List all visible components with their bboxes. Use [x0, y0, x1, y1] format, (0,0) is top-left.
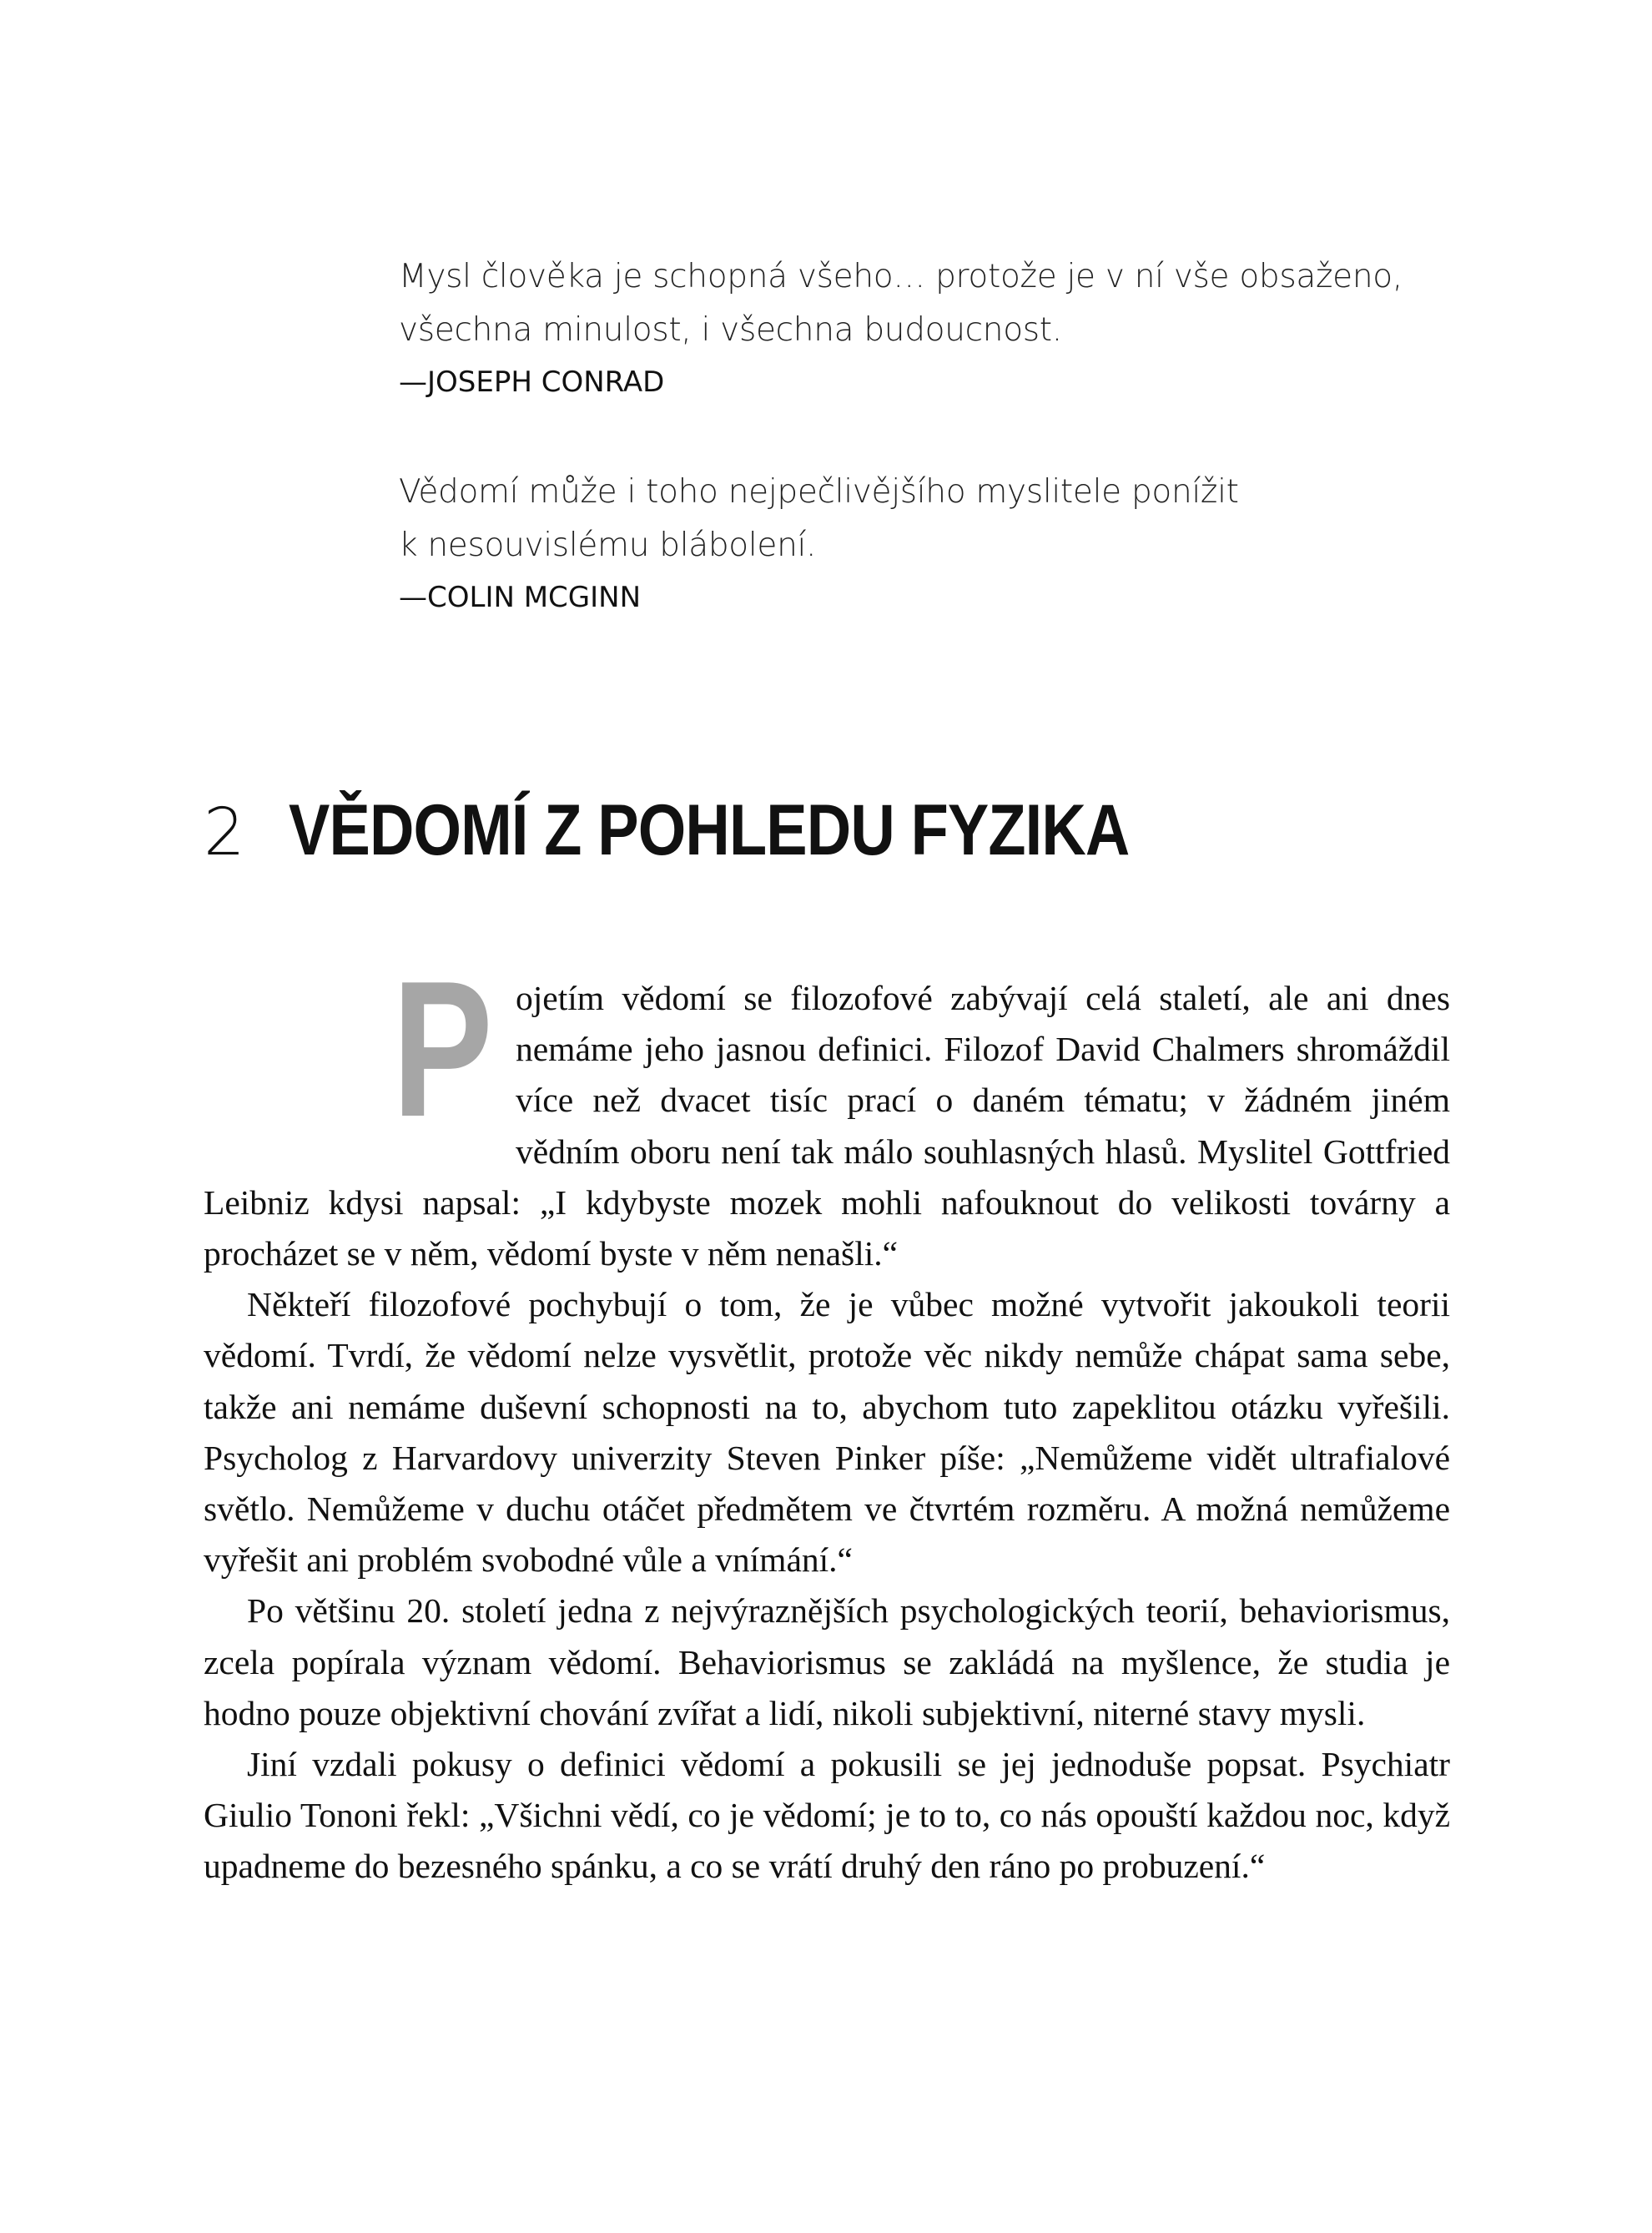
- epigraph-line: Mysl člověka je schopná všeho… protože je v ní vše obsaženo,: [399, 258, 1403, 295]
- epigraph-mcginn: [399, 466, 1483, 623]
- drop-cap: P: [392, 941, 493, 1157]
- chapter-title: VĚDOMÍ Z POHLEDU FYZIKA: [288, 790, 1130, 870]
- epigraphs: [399, 250, 1483, 681]
- epigraph-line: všechna minulost, i všechna budoucnost.: [399, 311, 1062, 349]
- paragraph-1-text: ojetím vědomí se filozofové zabývají celá staletí, ale ani dnes nemáme jeho jasnou definici. Filozof David Chalmers shromáždil více než dvacet tisíc prací o daném tématu; v žádném jiném vědním oboru není tak málo souhlasných hlasů. Myslitel Gottfried Leibniz kdysi napsal: „I kdybyste mozek mohli nafouknout do velikosti továrny a procházet se v něm, vědomí byste v něm nenašli.“: [204, 979, 1450, 1273]
- chapter-heading: [204, 789, 1266, 890]
- paragraph-3: Po většinu 20. století jedna z nejvýraznějších psychologických teorií, behaviorismus, zcela popírala význam vědomí. Behaviorismus se zakládá na myšlence, že studia je hodno pouze objektivní chování zvířat a lidí, nikoli subjektivní, niterné stavy mysli.: [204, 1591, 1450, 1732]
- paragraph-4: Jiní vzdali pokusy o definici vědomí a pokusili se jej jednoduše popsat. Psychiatr Giulio Tononi řekl: „Všichni vědí, co je vědomí; je to to, co nás opouští každou noc, když upadneme do bezesného spánku, a co se vrátí druhý den ráno po probuzení.“: [204, 1745, 1450, 1886]
- epigraph-author: —COLIN MCGINN: [399, 581, 642, 614]
- epigraph-line: Vědomí může i toho nejpečlivějšího myslitele ponížit: [399, 473, 1239, 511]
- epigraph-line: k nesouvislému blábolení.: [399, 527, 817, 564]
- epigraph-conrad: [399, 250, 1483, 407]
- paragraph-1: [204, 941, 1450, 1279]
- chapter-number: 2: [204, 795, 245, 870]
- paragraph-2: Někteří filozofové pochybují o tom, že je vůbec možné vytvořit jakoukoli teorii vědomí. Tvrdí, že vědomí nelze vysvětlit, protože věc nikdy nemůže chápat sama sebe, takže ani nemáme duševní schopnosti na to, abychom tuto zapeklitou otázku vyřešili. Psycholog z Harvardovy univerzity Steven Pinker píše: „Nemůžeme vidět ultrafialové světlo. Nemůžeme v duchu otáčet předmětem ve čtvrtém rozměru. A možná nemůžeme vyřešit ani problém svobodné vůle a vnímání.“: [204, 1285, 1450, 1580]
- chapter-body: [204, 941, 1450, 1893]
- epigraph-author: —JOSEPH CONRAD: [399, 365, 665, 399]
